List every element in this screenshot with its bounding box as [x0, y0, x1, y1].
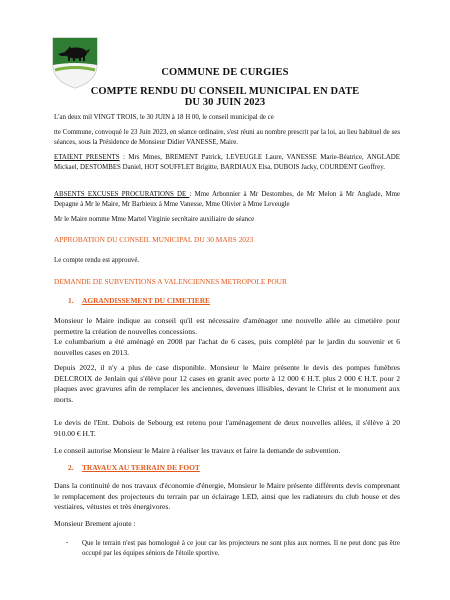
- cemetery-paragraph-4: Le devis de l'Ent. Dubois de Sebourg est retenu pour l'aménagement de deux nouvelles allées, il s'élève à 20 910.00 € H.T.: [54, 418, 400, 438]
- subsection-number: 2.: [68, 463, 74, 472]
- cemetery-paragraph-2: Le columbarium a été aménagé en 2008 par l'achat de 6 cases, puis complété par le jardin du souvenir et 6 nouvelles cases en 2013.: [54, 337, 400, 357]
- bullet-marker: -: [66, 539, 69, 546]
- subsection-title: AGRANDISSEMENT DU CIMETIERE: [82, 296, 210, 305]
- absents-label: ABSENTS EXCUSES PROCURATIONS DE: [54, 191, 190, 198]
- football-paragraph-2: Monsieur Brement ajoute :: [54, 519, 136, 528]
- cemetery-paragraph-1: Monsieur le Maire indique au conseil qu'il est nécessaire d'aménager une nouvelle allée au cimetière pour permettre la création de nouvelles concessions.: [54, 316, 400, 336]
- section-approval-text: Le compte rendu est approuvé.: [54, 257, 140, 264]
- commune-crest-logo: [52, 37, 98, 89]
- presents-label: ETAIENT PRESENTS: [54, 154, 120, 161]
- subsection-number: 1.: [68, 296, 74, 305]
- football-bullet-1: Que le terrain n'est pas homologué à ce jour car les projecteurs ne sont plus aux normes. Il ne peut donc pas être occupé par les équipes séniors de l'étoile sportive.: [82, 540, 400, 557]
- cemetery-paragraph-3: Depuis 2022, il n'y a plus de case disponible. Monsieur le Maire présente le devis des pompes funèbres DELCROIX de Jenlain qui s'élève pour 12 cases en granit avec porte à 12 000 € H.T. plus 2 000 € H.T. pour 2 plaques avec gravures afin de remplacer les anciennes, devenues illisibles, devant le Christ et le monument aux morts.: [54, 363, 400, 404]
- intro-line-1: L'an deux mil VINGT TROIS, le 30 JUIN à 18 H 00, le conseil municipal de ce: [54, 114, 274, 121]
- absents-list: : Mme Arbonnier à Mr Destombes, de Mr Melon à Mr Anglade, Mme Depagne à Mr le Maire, Mr Barbieux à Mme Vanesse, Mme Olivier à Mme Leveugle: [54, 191, 400, 209]
- football-paragraph-1: Dans la continuité de nos travaux d'économie d'énergie, Monsieur le Maire présente différents devis comprenant le remplacement des projecteurs du terrain par un éclairage LED, ainsi que les radiateurs du club house et des vestiaires, vétustes et très énergivores.: [54, 481, 400, 512]
- presents-list: : Mrs Mmes, BREMENT Patrick, LEVEUGLE Laure, VANESSE Marie-Béatrice, ANGLADE Mickael, DESTOMBES Daniel, HOT SOUFFLET Brigitte, BARDIAUX Elsa, DUBOIS Jacky, COURDENT Geoffrey.: [54, 154, 400, 172]
- secretary-line: Mr le Maire nomme Mme Martel Virginie secrétaire auxiliaire de séance: [54, 216, 255, 223]
- section-approval-heading: APPROBATION DU CONSEIL MUNICIPAL DU 30 MARS 2023: [54, 235, 254, 244]
- absents-paragraph: [54, 190, 400, 210]
- subsection-football-heading: [68, 463, 200, 473]
- intro-paragraph: tte Commune, convoqué le 23 Juin 2023, en séance ordinaire, s'est réuni au nombre prescrit par la loi, au lieu habituel de ses séances, sous la Présidence de Monsieur Didier VANESSE, Maire.: [54, 129, 400, 147]
- report-date: DU 30 JUIN 2023: [184, 97, 266, 108]
- presents-paragraph: [54, 153, 400, 173]
- section-subsidies-heading: DEMANDE DE SUBVENTIONS A VALENCIENNES METROPOLE POUR: [54, 277, 287, 286]
- report-title: COMPTE RENDU DU CONSEIL MUNICIPAL EN DATE: [90, 86, 360, 97]
- subsection-title: TRAVAUX AU TERRAIN DE FOOT: [82, 463, 200, 472]
- subsection-cemetery-heading: [68, 296, 210, 306]
- commune-name: COMMUNE DE CURGIES: [161, 67, 289, 78]
- cemetery-paragraph-5: Le conseil autorise Monsieur le Maire à réaliser les travaux et faire la demande de subvention.: [54, 446, 341, 455]
